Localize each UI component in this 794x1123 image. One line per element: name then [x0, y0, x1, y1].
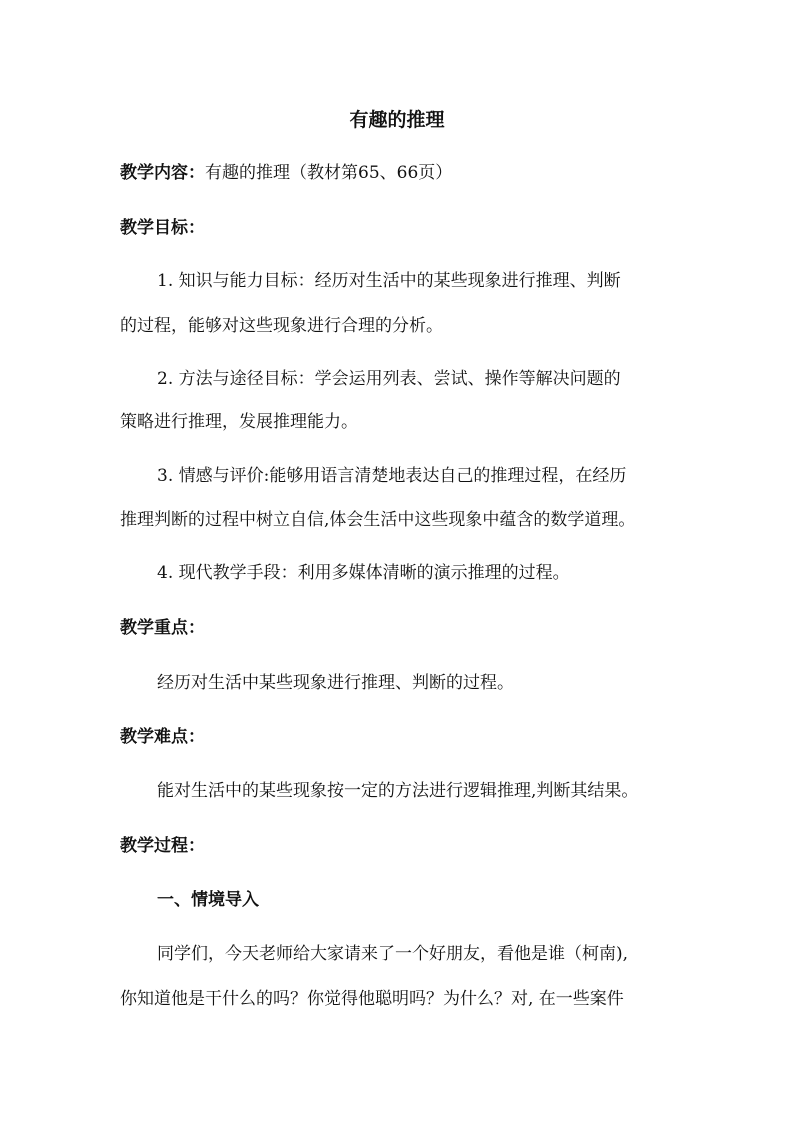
goal-1-line-1: 1. 知识与能力目标：经历对生活中的某些现象进行推理、判断 [157, 271, 621, 291]
process-heading: 教学过程： [120, 836, 205, 856]
key-points-text: 经历对生活中某些现象进行推理、判断的过程。 [157, 673, 514, 693]
content-label: 教学内容： [120, 163, 205, 183]
intro-paragraph-line-2: 你知道他是干什么的吗？你觉得他聪明吗？为什么？对, 在一些案件 [120, 989, 624, 1009]
page-title: 有趣的推理 [349, 109, 445, 131]
goals-heading: 教学目标： [120, 218, 205, 238]
goal-3-line-1: 3. 情感与评价:能够用语言清楚地表达自己的推理过程，在经历 [157, 466, 627, 486]
content-text: 有趣的推理（教材第65、66页） [205, 163, 453, 183]
content-line [120, 162, 690, 184]
goal-2-line-1: 2. 方法与途径目标：学会运用列表、尝试、操作等解决问题的 [157, 369, 621, 389]
section-1-heading: 一、情境导入 [157, 890, 259, 910]
goal-4-line-1: 4. 现代教学手段：利用多媒体清晰的演示推理的过程。 [157, 563, 570, 583]
goal-1-line-2: 的过程，能够对这些现象进行合理的分析。 [120, 316, 443, 336]
goal-3-line-2: 推理判断的过程中树立自信,体会生活中这些现象中蕴含的数学道理。 [120, 510, 636, 530]
difficulties-text: 能对生活中的某些现象按一定的方法进行逻辑推理,判断其结果。 [157, 781, 639, 801]
difficulties-heading: 教学难点： [120, 727, 205, 747]
intro-paragraph-line-1: 同学们，今天老师给大家请来了一个好朋友，看他是谁（柯南), [157, 944, 629, 964]
key-points-heading: 教学重点： [120, 618, 205, 638]
goal-2-line-2: 策略进行推理，发展推理能力。 [120, 412, 358, 432]
